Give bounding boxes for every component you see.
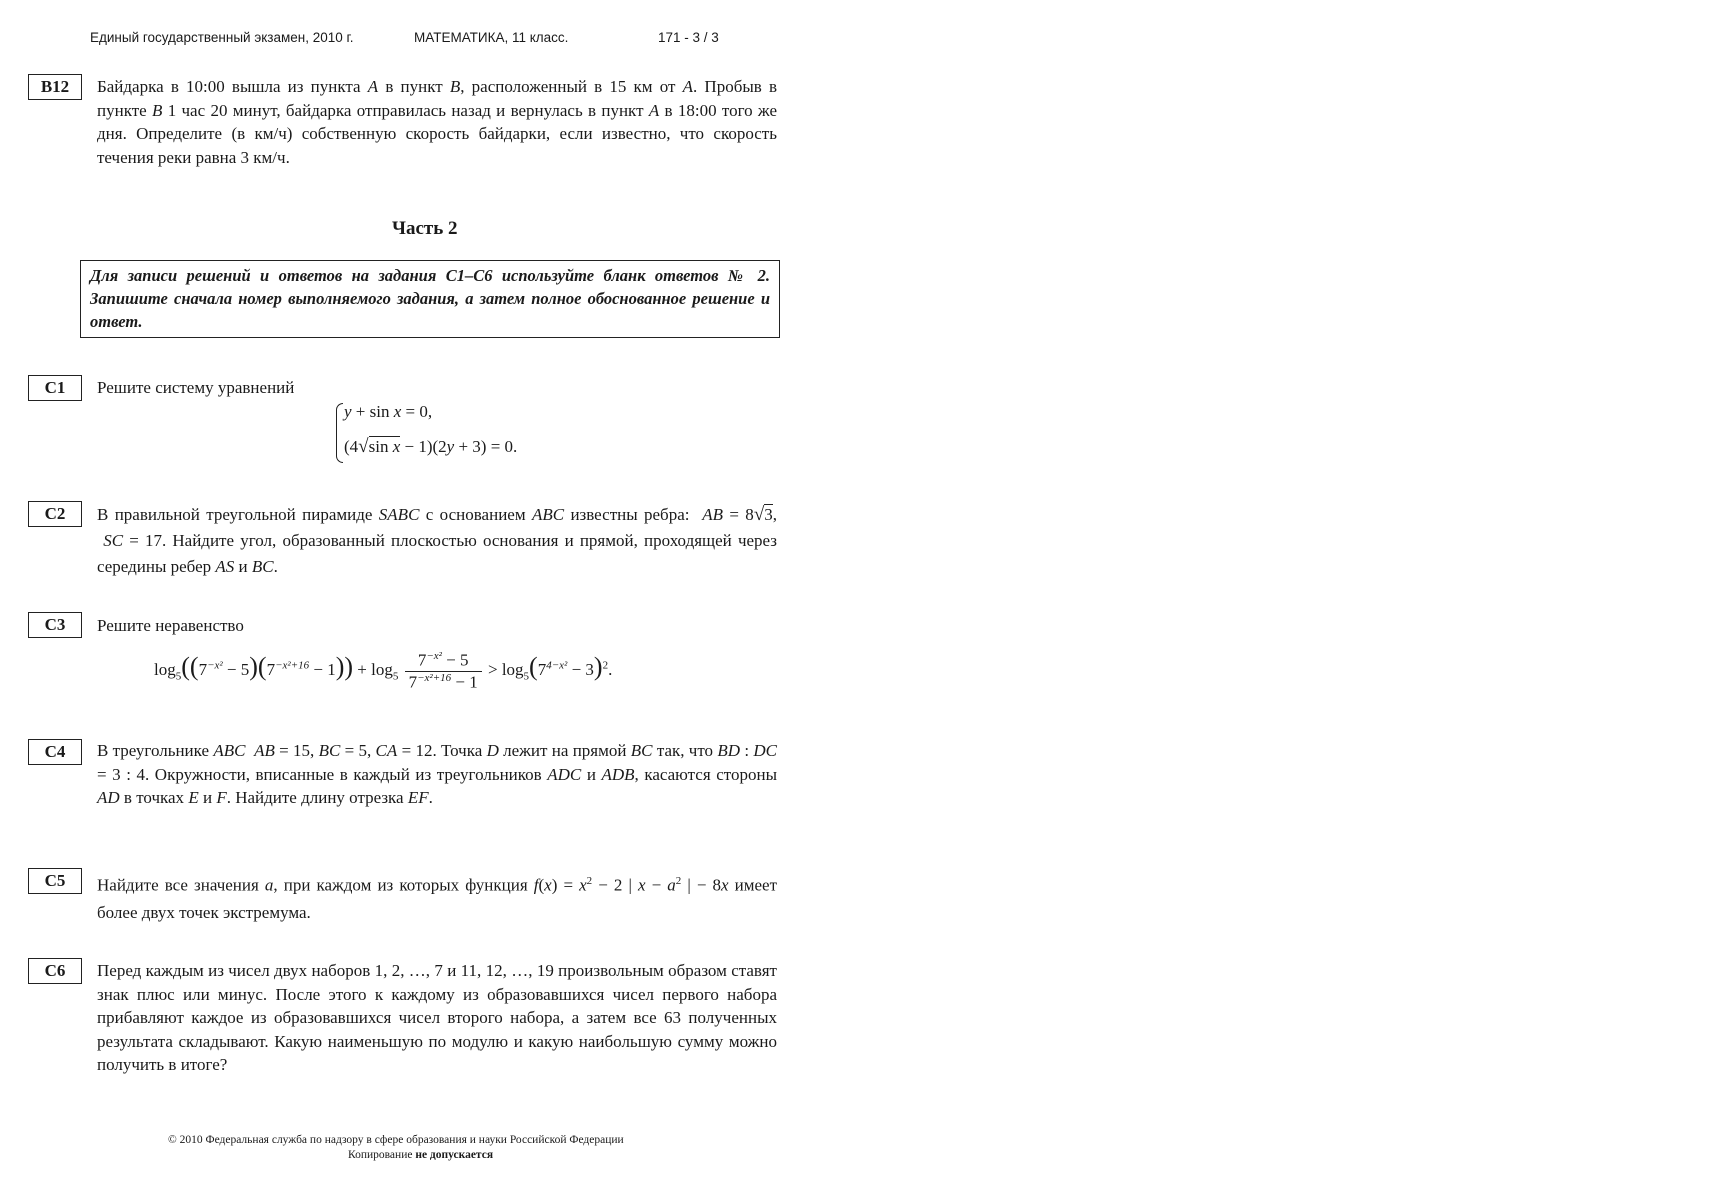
- task-text-b12: Байдарка в 10:00 вышла из пункта A в пункт B, расположенный в 15 км от A. Пробыв в пункте B 1 час 20 минут, байдарка отправилась назад и вернулась в пункт A в 18:00 того же дня. Определите (в км/ч) собственную скорость байдарки, если известно, что скорость течения реки равна 3 км/ч.: [97, 77, 778, 167]
- footer-copy-notice: [348, 1149, 493, 1161]
- task-text-c5: Найдите все значения a, при каждом из которых функция $f(x) = x^2 - 2$ | $x - a^2$ | − 8x имеет более двух точек экстремума.: [97, 875, 777, 922]
- c3-inequality: $\log_5((7^{-x^2} - 5)(7^{-x^2+16} - 1)) + \log_5$ $\frac{7^{-x^2} - 5}{7^{-x^2+16} - 1}$ > $\log_5(7^{4-x^2} - 3)^2$.: [154, 650, 613, 692]
- task-label-c4: C4: [28, 739, 82, 765]
- footer-copy-notice-a: Копирование: [348, 1149, 413, 1161]
- task-label-c2: C2: [28, 501, 82, 527]
- header-subject: МАТЕМАТИКА, 11 класс.: [414, 30, 569, 45]
- task-text-c4: В треугольнике ABC AB = 15, BC = 5, CA = 12. Точка D лежит на прямой BC так, что BD : DC = 3 : 4. Окружности, вписанные в каждый из треугольников ADC и ADB, касаются стороны AD в точках E и F. Найдите длину отрезка EF.: [97, 741, 777, 807]
- header-exam-title: Единый государственный экзамен, 2010 г.: [90, 30, 354, 45]
- task-text-c3: Решите неравенство: [97, 616, 244, 635]
- task-text-c2: В правильной треугольной пирамиде SABC с основанием ABC известны ребра: AB = 8√3, SC = 17. Найдите угол, образованный плоскостью основания и прямой, проходящей через середины ребер AS и BC.: [97, 504, 778, 576]
- footer-copyright: © 2010 Федеральная служба по надзору в сфере образования и науки Российской Федерации: [168, 1134, 624, 1146]
- task-label-c6: C6: [28, 958, 82, 984]
- part-2-title: Часть 2: [392, 218, 458, 239]
- part-2-instruction-box: Для записи решений и ответов на задания C1–C6 используйте бланк ответов № 2. Запишите сначала номер выполняемого задания, а затем полное обоснованное решение и ответ.: [80, 260, 780, 338]
- task-text-c1: Решите систему уравнений: [97, 378, 295, 397]
- task-label-b12: B12: [28, 74, 82, 100]
- system-brace: [336, 403, 343, 463]
- task-label-c1: C1: [28, 375, 82, 401]
- c1-equation-1: y + sin x = 0,: [344, 402, 433, 421]
- header-page-number: 171 - 3 / 3: [658, 30, 719, 45]
- task-label-c3: C3: [28, 612, 82, 638]
- c1-equation-2: (4√sin x − 1)(2y + 3) = 0.: [344, 436, 518, 457]
- task-text-c6: Перед каждым из чисел двух наборов 1, 2, …, 7 и 11, 12, …, 19 произвольным образом ставят знак плюс или минус. После этого к каждому из образовавшихся чисел первого набора прибавляют каждое из образовавшихся чисел второго набора, а затем все 63 полученных результата складывают. Какую наименьшую по модулю и какую наибольшую сумму можно получить в итоге?: [97, 961, 777, 1074]
- task-label-c5: C5: [28, 868, 82, 894]
- footer-copy-notice-b: не допускается: [415, 1149, 494, 1161]
